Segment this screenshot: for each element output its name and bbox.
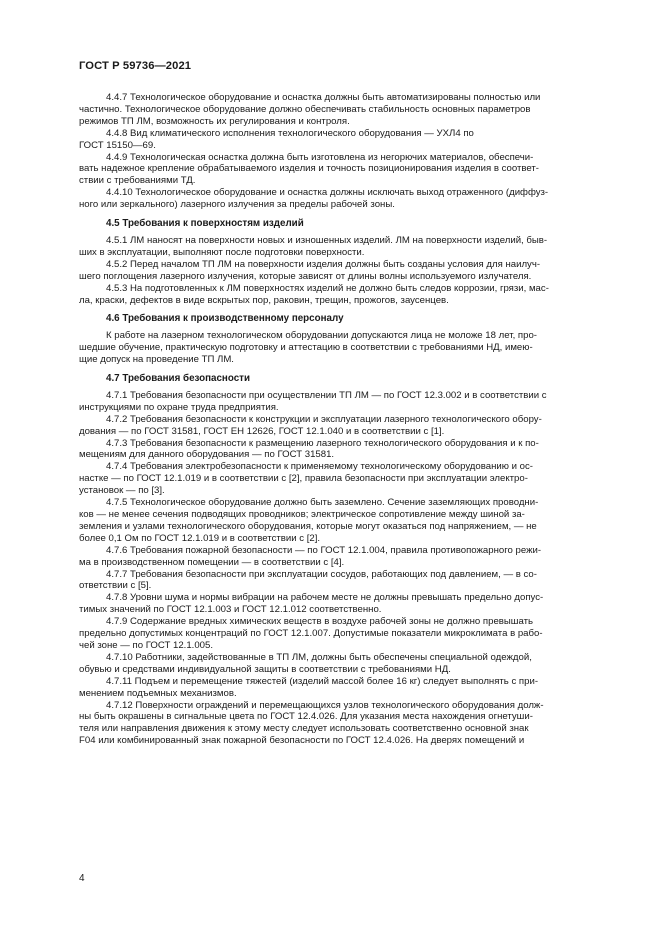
- section-heading: 4.6 Требования к производственному персоналу: [106, 313, 344, 325]
- paragraph: 4.7.6 Требования пожарной безопасности — по ГОСТ 12.1.004, правила противопожарного режи- ма в производственном помещении — в соответствии с [4].: [79, 544, 542, 568]
- paragraph: 4.7.1 Требования безопасности при осуществлении ТП ЛМ — по ГОСТ 12.3.002 и в соответствии с инструкциями по охране труда предприятия.: [79, 389, 547, 413]
- paragraph: 4.4.9 Технологическая оснастка должна быть изготовлена из негорючих материалов, обеспечи- вать надежное крепление обрабатываемого изделия и точность позиционирования изделия в соответ- ствии с требованиями ТД.: [79, 151, 539, 187]
- paragraph: 4.7.11 Подъем и перемещение тяжестей (изделий массой более 16 кг) следует выполнять с при- менением подъемных механизмов.: [79, 675, 539, 699]
- paragraph: 4.5.1 ЛМ наносят на поверхности новых и изношенных изделий. ЛМ на поверхности изделий, быв- ших в эксплуатации, выполняют после подготовки поверхности.: [79, 234, 548, 258]
- paragraph: 4.7.10 Работники, задействованные в ТП ЛМ, должны быть обеспечены специальной одеждой, обувью и средствами индивидуальной защиты в соответствии с требованиями НД.: [79, 651, 532, 675]
- paragraph: 4.7.9 Содержание вредных химических веществ в воздухе рабочей зоны не должно превышать предельно допустимых концентраций по ГОСТ 12.1.007. Допустимые показатели микроклимата в рабо- чей зоне — по ГОСТ 12.1.005.: [79, 616, 543, 651]
- paragraph: 4.5.3 На подготовленных к ЛМ поверхностях изделий не должно быть следов коррозии, грязи, мас- ла, краски, дефектов в виде вскрытых пор, раковин, трещин, прожогов, заусенцев.: [79, 282, 549, 306]
- paragraph: 4.7.5 Технологическое оборудование должно быть заземлено. Сечение заземляющих проводни- ков — не менее сечения подводящих проводников; электрическое сопротивление между шиной за- земления и узлами технологического оборудования, которые могут оказаться под напряжением, — не более 0,1 Ом по ГОСТ 12.1.019 и в соответствии с [2].: [79, 497, 539, 544]
- paragraph: 4.4.8 Вид климатического исполнения технологического оборудования — УХЛ4 по ГОСТ 15150—69.: [79, 127, 474, 151]
- paragraph: К работе на лазерном технологическом оборудовании допускаются лица не моложе 18 лет, про- шедшие обучение, практическую подготовку и аттестацию в соответствии с требованиями НД, имею- щие допуск на проведение ТП ЛМ.: [79, 330, 537, 366]
- section-heading: 4.5 Требования к поверхностям изделий: [106, 218, 304, 230]
- page-number: 4: [79, 873, 85, 884]
- paragraph: 4.7.3 Требования безопасности к размещению лазерного технологического оборудования и к по- мещениям для данного оборудования — по ГОСТ 31581.: [79, 437, 539, 461]
- paragraph: 4.7.2 Требования безопасности к конструкции и эксплуатации лазерного технологического обору- дования — по ГОСТ 31581, ГОСТ ЕН 12626, ГОСТ 12.1.040 и в соответствии с [1].: [79, 413, 542, 437]
- document-header: ГОСТ Р 59736—2021: [79, 60, 192, 72]
- paragraph: 4.7.12 Поверхности ограждений и перемещающихся узлов технологического оборудования долж- ны быть окрашены в сигнальные цвета по ГОСТ 12.4.026. Для указания места нахождения огнетуши- теля или направления движения к этому месту следует использовать соответственно основной знак F04 или комбинированный знак пожарной безопасности по ГОСТ 12.4.026. На дверях помещений и: [79, 699, 544, 747]
- section-heading: 4.7 Требования безопасности: [106, 373, 250, 385]
- paragraph: 4.4.7 Технологическое оборудование и оснастка должны быть автоматизированы полностью или частично. Технологическое оборудование должно обеспечивать стабильность основных параметров режимов ТП ЛМ, возможность их регулирования и контроля.: [79, 92, 541, 127]
- paragraph: 4.5.2 Перед началом ТП ЛМ на поверхности изделия должны быть созданы условия для наилуч- шего поглощения лазерного излучения, которые зависят от длины волны используемого излучателя.: [79, 258, 541, 282]
- paragraph: 4.7.7 Требования безопасности при эксплуатации сосудов, работающих под давлением, — в со- ответствии с [5].: [79, 568, 537, 592]
- paragraph: 4.7.8 Уровни шума и нормы вибрации на рабочем месте не должны превышать предельно допус- тимых значений по ГОСТ 12.1.003 и ГОСТ 12.1.012 соответственно.: [79, 592, 544, 616]
- paragraph: 4.7.4 Требования электробезопасности к применяемому технологическому оборудованию и ос- настке — по ГОСТ 12.1.019 и в соответствии с [2], правила безопасности при эксплуатации электро- установок — по [3].: [79, 461, 533, 497]
- document-body: [79, 92, 613, 747]
- paragraph: 4.4.10 Технологическое оборудование и оснастка должны исключать выход отраженного (диффуз- ного или зеркального) лазерного излучения за пределы рабочей зоны.: [79, 187, 549, 211]
